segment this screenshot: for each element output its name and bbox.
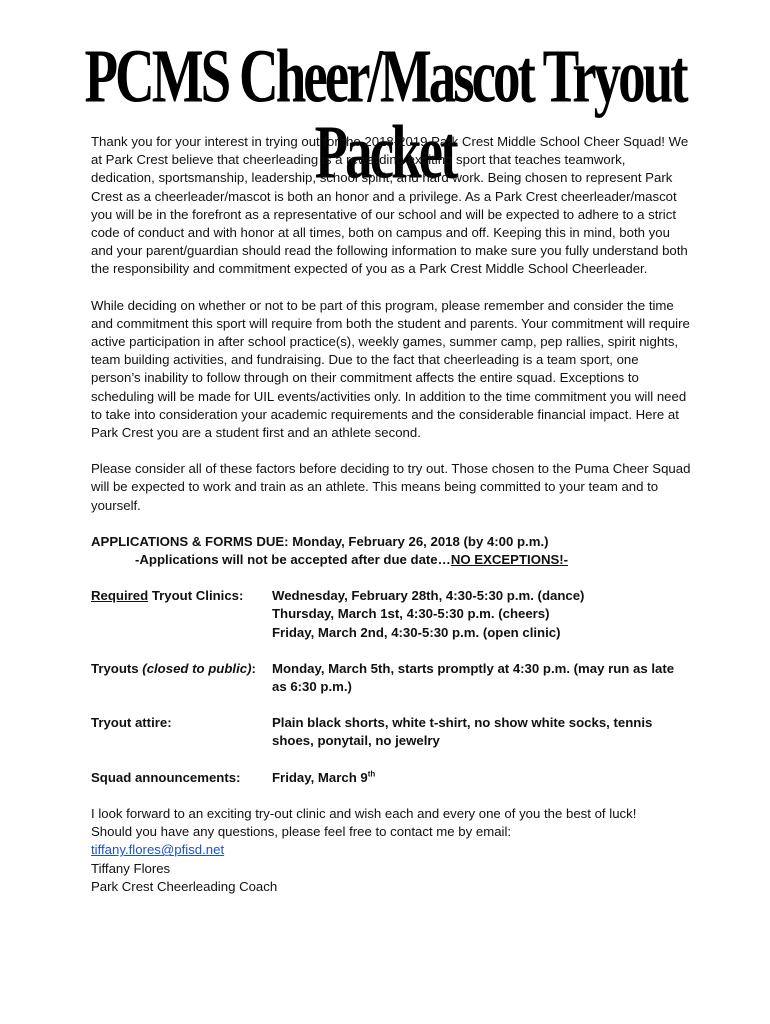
- schedule-row-clinics: [91, 587, 691, 642]
- announcements-date: Friday, March 9: [272, 769, 368, 785]
- coach-email-link[interactable]: tiffany.flores@pfisd.net: [91, 842, 225, 858]
- announcements-value: [272, 769, 691, 787]
- document-body: [91, 133, 691, 896]
- due-note-prefix: -Applications will not be accepted after due date: [135, 552, 438, 568]
- applications-due-heading: APPLICATIONS & FORMS DUE: Monday, February 26, 2018 (by 4:00 p.m.): [91, 533, 549, 549]
- coach-name: Tiffany Flores: [91, 860, 171, 876]
- announcements-label: Squad announcements:: [91, 769, 241, 785]
- clinics-label: [91, 587, 272, 642]
- coach-role: Park Crest Cheerleading Coach: [91, 878, 278, 894]
- tryouts-value: Monday, March 5th, starts promptly at 4:30 p.m. (may run as late as 6:30 p.m.): [272, 660, 675, 695]
- attire-value: Plain black shorts, white t-shirt, no show white socks, tennis shoes, ponytail, no jewelry: [272, 715, 653, 749]
- tryouts-label-post: :: [251, 660, 256, 676]
- consider-paragraph: Please consider all of these factors before deciding to try out. Those chosen to the Puma Cheer Squad will be expected to work and train as an athlete. This means being committed to your team and to yourself.: [91, 461, 691, 513]
- closing-line-1: I look forward to an exciting try-out clinic and wish each and every one of you the best of luck!: [91, 805, 637, 821]
- tryouts-label-closed: (closed to public): [142, 660, 252, 676]
- clinic-date-3: Friday, March 2nd, 4:30-5:30 p.m. (open clinic): [272, 624, 561, 640]
- schedule-row-announcements: [91, 769, 691, 787]
- schedule-row-tryouts: [91, 660, 691, 696]
- announcements-date-suffix: th: [367, 769, 376, 779]
- commitment-paragraph: While deciding on whether or not to be part of this program, please remember and consider the time and commitment this sport will require from both the student and parents. Your commitment will require active participation in after school practice(s), weekly games, summer camp, pep rallies, spirit nights, team building activities, and fundraising. Due to the fact that cheerleading is a team sport, one person’s inability to follow through on their commitment affects the entire squad. Exceptions to scheduling will be made for UIL events/activities only. In addition to the time commitment you will need to take into consideration your academic requirements and the considerable financial impact. Here at Park Crest you are a student first and an athlete second.: [91, 297, 690, 441]
- closing-block: [91, 805, 691, 896]
- tryouts-label: [91, 660, 272, 696]
- applications-due-note: [135, 551, 691, 569]
- page-title: PCMS Cheer/Mascot Tryout Packet: [84, 33, 686, 194]
- attire-label: Tryout attire:: [91, 715, 172, 731]
- closing-line-2: Should you have any questions, please feel free to contact me by email:: [91, 824, 512, 840]
- clinic-date-1: Wednesday, February 28th, 4:30-5:30 p.m. (dance): [272, 588, 585, 604]
- intro-paragraph: Thank you for your interest in trying out for the 2018-2019 Park Crest Middle School Cheer Squad! We at Park Crest believe that cheerleading is a rewarding exciting sport that teaches teamwork, dedication, sportsmanship, leadership, school spirit, and hard work. Being chosen to represent Park Crest as a cheerleader/mascot is both an honor and a privilege. As a Park Crest cheerleader/mascot you will be in the forefront as a representative of our school and will be expected to adhere to a strict code of conduct and with honor at all times, both on campus and off. Keeping this in mind, both you and your parent/guardian should read the following information to make sure you fully understand both the responsibility and commitment expected of you as a Park Crest Middle School Cheerleader.: [91, 134, 689, 277]
- clinics-label-required: Required: [91, 588, 149, 604]
- no-exceptions-text: NO EXCEPTIONS!-: [450, 552, 569, 568]
- clinics-label-rest: Tryout Clinics:: [148, 588, 244, 604]
- tryouts-label-pre: Tryouts: [91, 660, 143, 676]
- schedule-row-attire: [91, 714, 691, 750]
- clinics-value: [272, 587, 691, 642]
- clinic-date-2: Thursday, March 1st, 4:30-5:30 p.m. (cheers): [272, 606, 550, 622]
- due-note-dots: …: [437, 552, 451, 568]
